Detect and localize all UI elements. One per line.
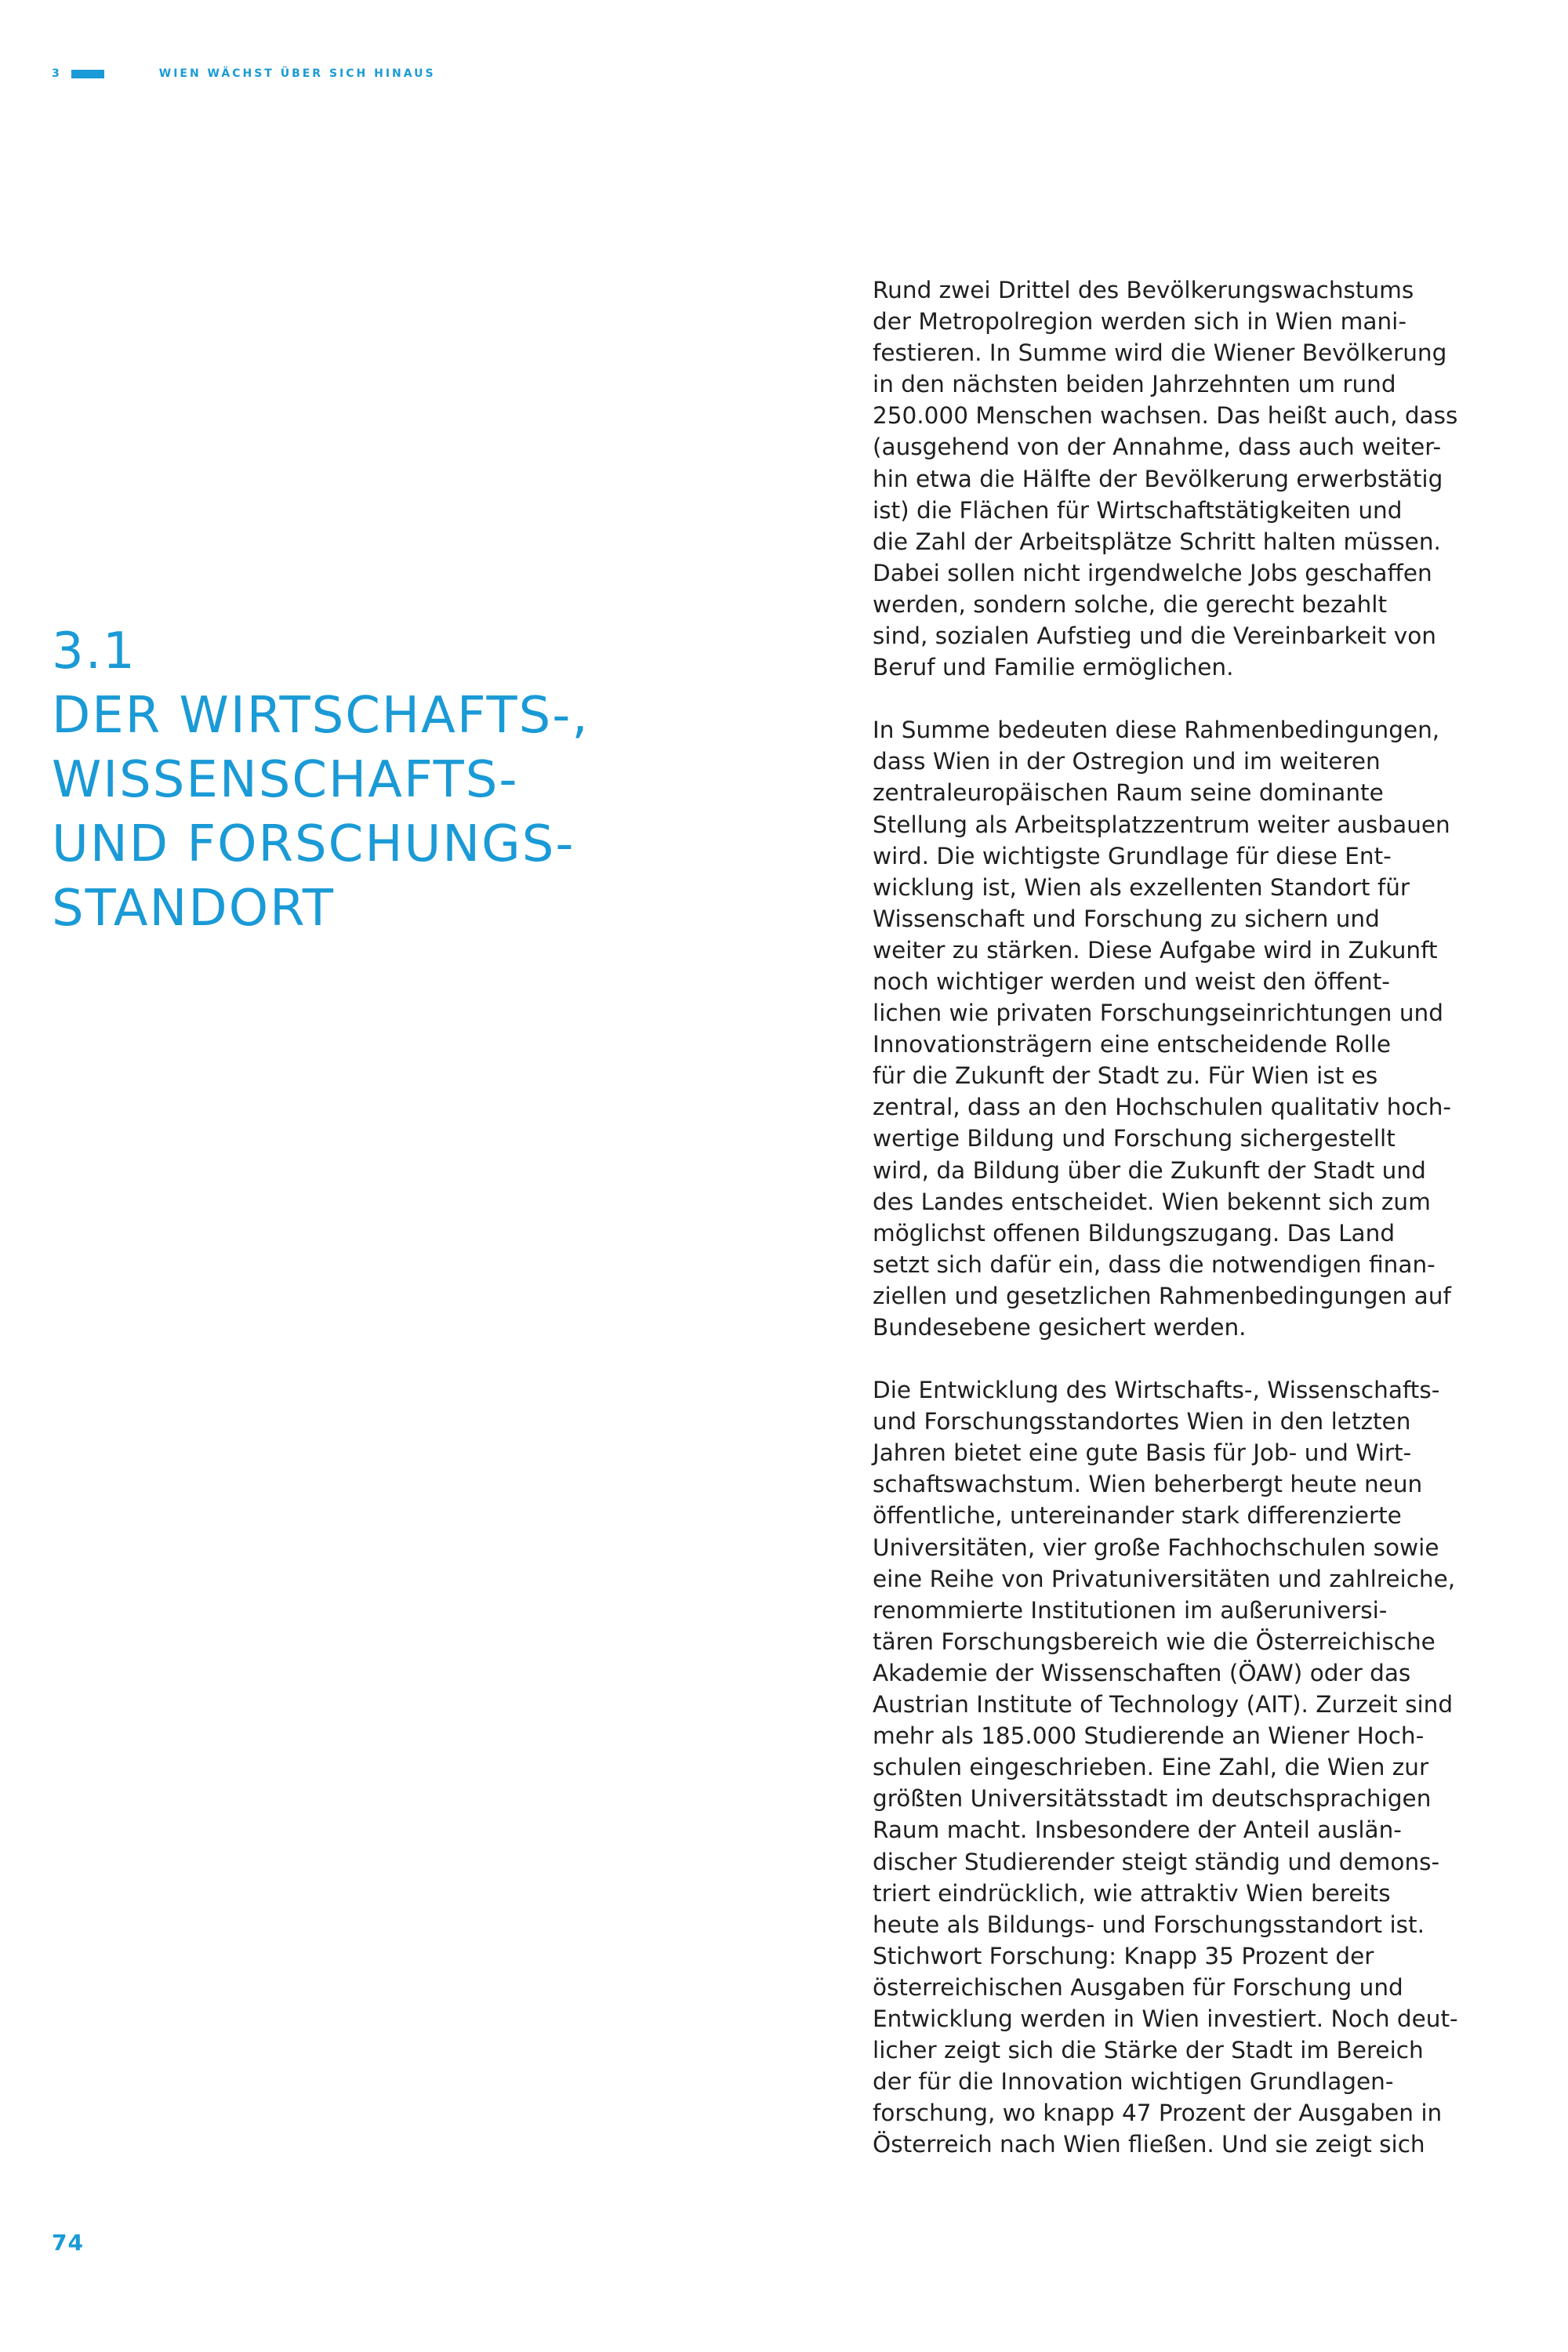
text-line: wird, da Bildung über die Zukunft der Stadt und	[873, 1156, 1426, 1184]
text-line: ist) die Flächen für Wirtschaftstätigkeiten und	[873, 496, 1403, 524]
text-line: sind, sozialen Aufstieg und die Vereinbarkeit von	[873, 622, 1436, 650]
text-line: die Zahl der Arbeitsplätze Schritt halten müssen.	[873, 528, 1441, 555]
text-line: Entwicklung werden in Wien investiert. Noch deut-	[873, 2005, 1458, 2032]
text-line: werden, sondern solche, die gerecht bezahlt	[873, 590, 1388, 618]
section-heading	[52, 619, 757, 941]
text-line: 250.000 Menschen wachsen. Das heißt auch, dass	[873, 402, 1458, 430]
text-line: zentral, dass an den Hochschulen qualitativ hoch-	[873, 1094, 1452, 1121]
section-title-line: UND FORSCHUNGS-	[52, 815, 575, 873]
text-line: schulen eingeschrieben. Eine Zahl, die Wien zur	[873, 1754, 1429, 1781]
text-line: discher Studierender steigt ständig und demons-	[873, 1848, 1440, 1875]
text-line: Die Entwicklung des Wirtschafts-, Wissenschafts-	[873, 1377, 1440, 1404]
chapter-bar-marker	[71, 70, 104, 78]
text-line: wird. Die wichtigste Grundlage für diese Ent-	[873, 842, 1392, 869]
text-line: setzt sich dafür ein, dass die notwendigen finan-	[873, 1250, 1436, 1278]
text-line: forschung, wo knapp 47 Prozent der Ausgaben in	[873, 2100, 1443, 2127]
section-title-line: DER WIRTSCHAFTS-,	[52, 687, 590, 745]
section-title-line: STANDORT	[52, 880, 335, 938]
text-line: festieren. In Summe wird die Wiener Bevölkerung	[873, 339, 1447, 367]
body-paragraph	[873, 274, 1458, 683]
text-line: Jahren bietet eine gute Basis für Job- und Wirt-	[873, 1439, 1412, 1467]
section-title-line: WISSENSCHAFTS-	[52, 751, 519, 809]
text-line: wicklung ist, Wien als exzellenten Standort für	[873, 873, 1410, 901]
body-paragraph	[873, 714, 1452, 1343]
text-line: eine Reihe von Privatuniversitäten und zahlreiche,	[873, 1565, 1456, 1592]
text-line: Stichwort Forschung: Knapp 35 Prozent der	[873, 1942, 1374, 1969]
text-line: des Landes entscheidet. Wien bekennt sich zum	[873, 1188, 1431, 1215]
text-line: Dabei sollen nicht irgendwelche Jobs geschaffen	[873, 559, 1432, 586]
text-line: größten Universitätsstadt im deutschsprachigen	[873, 1785, 1432, 1813]
text-line: Austrian Institute of Technology (AIT). Zurzeit sind	[873, 1691, 1454, 1719]
text-line: Bundesebene gesichert werden.	[873, 1314, 1247, 1341]
text-line: für die Zukunft der Stadt zu. Für Wien ist es	[873, 1062, 1378, 1090]
text-line: zentraleuropäischen Raum seine dominante	[873, 779, 1384, 807]
page-number: 74	[52, 2230, 84, 2256]
text-line: heute als Bildungs- und Forschungsstandort ist.	[873, 1911, 1425, 1938]
text-line: wertige Bildung und Forschung sichergestellt	[873, 1125, 1396, 1152]
running-header	[52, 64, 436, 83]
text-line: lichen wie privaten Forschungseinrichtungen und	[873, 1000, 1443, 1027]
text-line: ziellen und gesetzlichen Rahmenbedingungen auf	[873, 1282, 1451, 1309]
text-line: Innovationsträgern eine entscheidende Rolle	[873, 1031, 1392, 1058]
text-line: Österreich nach Wien fließen. Und sie zeigt sich	[873, 2131, 1425, 2158]
running-title: WIEN WÄCHST ÜBER SICH HINAUS	[158, 67, 436, 80]
text-line: Raum macht. Insbesondere der Anteil auslän-	[873, 1817, 1402, 1844]
body-text-column	[873, 274, 1458, 2191]
text-line: triert eindrücklich, wie attraktiv Wien bereits	[873, 1879, 1391, 1907]
text-line: Stellung als Arbeitsplatzzentrum weiter ausbauen	[873, 811, 1450, 838]
section-number: 3.1	[52, 622, 136, 681]
text-line: hin etwa die Hälfte der Bevölkerung erwerbstätig	[873, 465, 1443, 492]
text-line: renommierte Institutionen im außeruniversi-	[873, 1596, 1388, 1624]
body-paragraph	[873, 1374, 1458, 2160]
text-line: (ausgehend von der Annahme, dass auch weiter-	[873, 434, 1442, 461]
text-line: dass Wien in der Ostregion und im weiteren	[873, 748, 1381, 775]
text-line: Universitäten, vier große Fachhochschulen sowie	[873, 1534, 1439, 1561]
text-line: möglichst offenen Bildungszugang. Das Land	[873, 1219, 1396, 1247]
text-line: Akademie der Wissenschaften (ÖAW) oder das	[873, 1659, 1411, 1686]
text-line: noch wichtiger werden und weist den öffent-	[873, 967, 1390, 995]
text-line: tären Forschungsbereich wie die Österreichische	[873, 1628, 1436, 1655]
text-line: mehr als 185.000 Studierende an Wiener Hoch-	[873, 1722, 1425, 1750]
text-line: In Summe bedeuten diese Rahmenbedingungen,	[873, 717, 1440, 744]
chapter-number: 3	[52, 67, 60, 80]
text-line: Beruf und Familie ermöglichen.	[873, 654, 1234, 681]
text-line: Rund zwei Drittel des Bevölkerungswachstums	[873, 277, 1414, 303]
text-line: und Forschungsstandortes Wien in den letzten	[873, 1408, 1411, 1436]
text-line: in den nächsten beiden Jahrzehnten um rund	[873, 371, 1396, 398]
text-line: der für die Innovation wichtigen Grundlagen-	[873, 2068, 1394, 2096]
text-line: Wissenschaft und Forschung zu sichern und	[873, 905, 1380, 932]
text-line: schaftswachstum. Wien beherbergt heute neun	[873, 1471, 1423, 1498]
text-line: öffentliche, untereinander stark differenzierte	[873, 1502, 1402, 1530]
text-line: weiter zu stärken. Diese Aufgabe wird in Zukunft	[873, 936, 1438, 964]
text-line: österreichischen Ausgaben für Forschung und	[873, 1973, 1403, 2001]
text-line: licher zeigt sich die Stärke der Stadt im Bereich	[873, 2037, 1424, 2064]
text-line: der Metropolregion werden sich in Wien mani-	[873, 308, 1406, 336]
